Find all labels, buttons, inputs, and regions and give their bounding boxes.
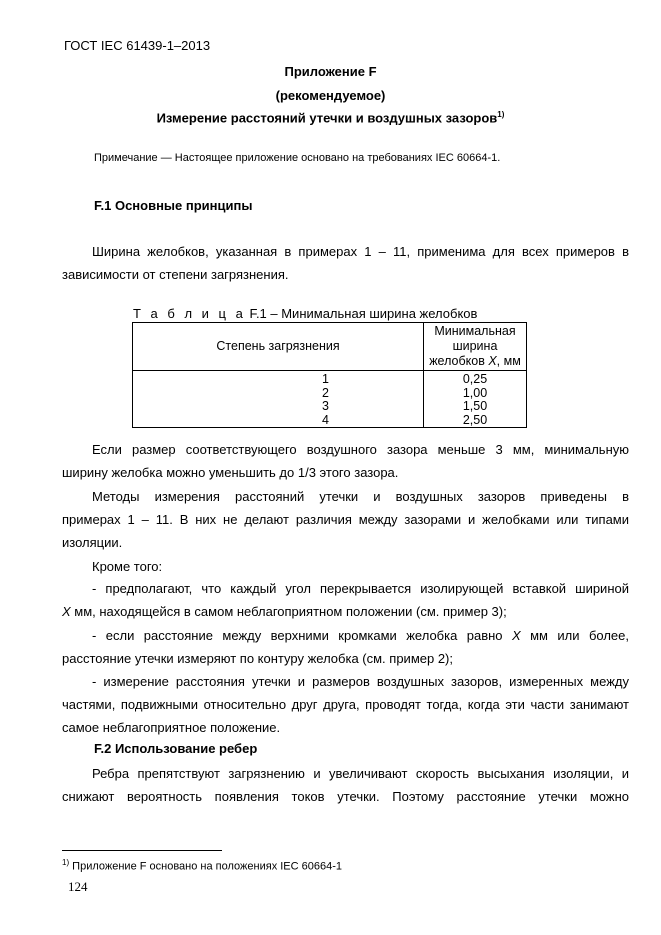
paragraph-besides <box>62 555 629 578</box>
bullet-moving-parts <box>62 670 629 739</box>
groove-width-table <box>132 322 527 428</box>
min-width-cell: 1,00 <box>424 387 527 401</box>
text-line: Ребра препятствуют загрязнению и увеличивают скорость высыхания изоляции, и <box>92 766 629 781</box>
text-line: Методы измерения расстояний утечки и воздушных зазоров приведены в <box>92 489 629 504</box>
annex-note: Примечание — Настоящее приложение основано на требованиях IEC 60664-1. <box>94 152 501 164</box>
bullet-corner-insert <box>62 577 629 623</box>
text-line: - измерение расстояния утечки и размеров воздушных зазоров, измеренных между <box>92 674 629 689</box>
table-header-row <box>133 323 527 371</box>
text-line: частями, подвижными относительно друг друга, проводят тогда, когда эти части занимают <box>62 697 629 712</box>
text-line: Если размер соответствующего воздушного зазора меньше 3 мм, минимальную <box>92 442 629 457</box>
footnote-divider <box>62 850 222 851</box>
min-width-cell: 0,25 <box>424 371 527 387</box>
min-width-cell: 1,50 <box>424 400 527 414</box>
footnote-mark: 1) <box>62 858 70 867</box>
annex-heading <box>0 110 661 125</box>
min-width-cell: 2,50 <box>424 414 527 428</box>
text-line: самое неблагоприятное положение. <box>62 720 281 735</box>
table-row <box>133 414 527 428</box>
footnote-reference: 1) <box>497 110 505 119</box>
table-header-width-line2: желобков <box>429 354 489 368</box>
pollution-degree-cell: 1 <box>133 371 424 387</box>
section-f2-heading: F.2 Использование ребер <box>94 741 258 756</box>
table-header-width-unit: , мм <box>496 354 521 368</box>
text-line: Кроме того: <box>92 559 163 574</box>
pollution-degree-cell: 2 <box>133 387 424 401</box>
text-line: примерах 1 – 11. В них не делают различия между зазорами и желобками или типами <box>62 512 629 527</box>
text-line: изоляции. <box>62 535 123 550</box>
table-row <box>133 400 527 414</box>
table-caption-prefix: Т а б л и ц а <box>133 306 246 321</box>
bullet-groove-edges <box>62 624 629 670</box>
pollution-degree-cell: 4 <box>133 414 424 428</box>
text-fragment: мм или более, <box>520 628 629 643</box>
table-row <box>133 387 527 401</box>
text-line: ширину желобка можно уменьшить до 1/3 этого зазора. <box>62 465 399 480</box>
paragraph-groove-reduction <box>62 438 629 484</box>
variable-x: X <box>488 354 497 368</box>
table-header-width-line1: Минимальная ширина <box>434 324 516 353</box>
text-line: зависимости от степени загрязнения. <box>62 267 289 282</box>
annex-title: Приложение F <box>284 64 377 79</box>
section-f1-intro <box>62 240 629 286</box>
text-line: расстояние утечки измеряют по контуру желобка (см. пример 2); <box>62 651 453 666</box>
section-f1-heading: F.1 Основные принципы <box>94 198 253 213</box>
annex-heading-text: Измерение расстояний утечки и воздушных зазоров <box>156 110 498 126</box>
text-line: снижают вероятность появления токов утечки. Поэтому расстояние утечки можно <box>62 789 629 804</box>
footnote-text: Приложение F основано на положениях IEC 60664-1 <box>69 860 343 873</box>
variable-x: X <box>511 628 521 643</box>
table-caption <box>133 306 477 321</box>
text-line: - предполагают, что каждый угол перекрывается изолирующей вставкой шириной <box>92 581 629 596</box>
text-line <box>62 600 629 623</box>
table-row <box>133 371 527 387</box>
page-number: 124 <box>68 879 88 894</box>
section-f2-paragraph <box>62 762 629 808</box>
annex-status: (рекомендуемое) <box>275 88 386 103</box>
text-line: Ширина желобков, указанная в примерах 1 – 11, применима для всех примеров в <box>92 244 629 259</box>
table-caption-text: F.1 – Минимальная ширина желобков <box>249 306 478 321</box>
text-line <box>62 624 629 647</box>
table-header-width <box>424 323 527 371</box>
table-header-degree: Степень загрязнения <box>133 323 424 371</box>
footnote <box>62 858 342 873</box>
text-fragment: - если расстояние между верхними кромками желобка равно <box>92 628 512 643</box>
pollution-degree-cell: 3 <box>133 400 424 414</box>
standard-designation: ГОСТ IEC 61439-1–2013 <box>64 38 211 53</box>
variable-x: X <box>62 604 71 619</box>
paragraph-methods <box>62 485 629 554</box>
text-fragment: мм, находящейся в самом неблагоприятном положении (см. пример 3); <box>70 604 507 619</box>
